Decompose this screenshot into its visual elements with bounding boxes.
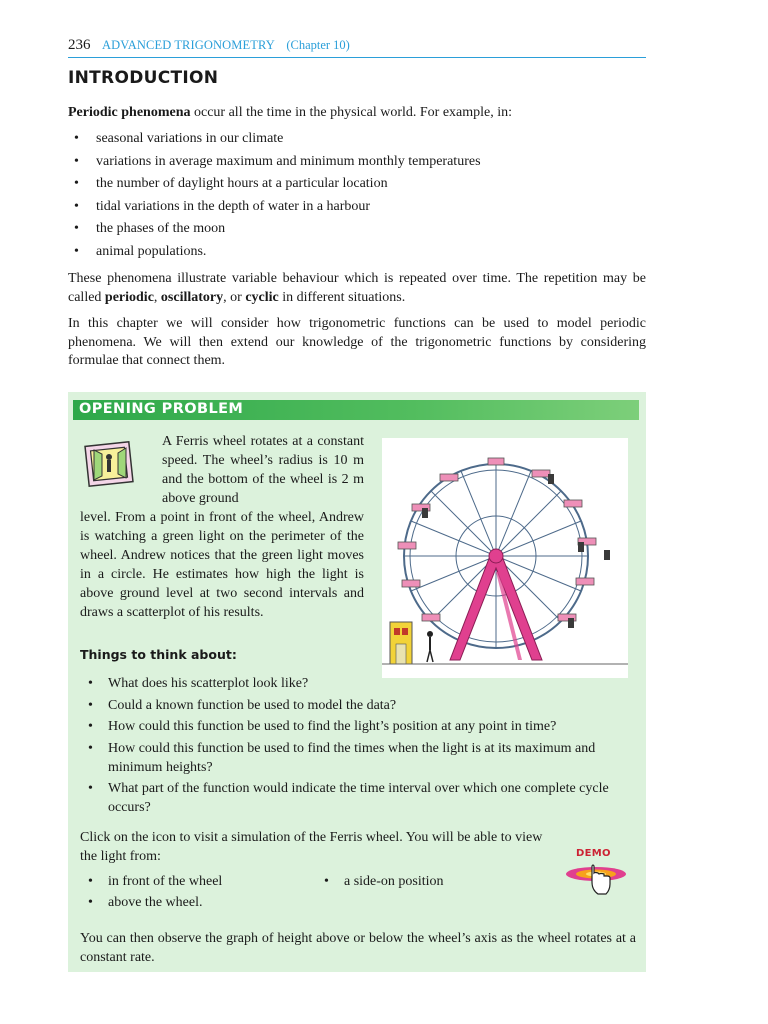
opening-text-top: A Ferris wheel rotates at a constant speed. The wheel’s radius is 10 m and the bottom of the wheel is 2 m above ground xyxy=(162,434,364,506)
question-list xyxy=(80,674,636,820)
list-item: • Could a known function be used to model the data? xyxy=(80,696,636,715)
demo-label: DEMO xyxy=(576,848,611,859)
view-options-list xyxy=(80,872,222,914)
para2-end: in different situations. xyxy=(278,289,406,305)
click-instruction: Click on the icon to visit a simulation of the Ferris wheel. You will be able to view the light from: xyxy=(80,830,543,864)
list-item: • in front of the wheel xyxy=(80,872,222,893)
things-to-think-heading: Things to think about: xyxy=(80,647,237,662)
chapter-overview-paragraph: In this chapter we will consider how trigonometric functions can be used to model periodic phenomena. We will then extend our knowledge of the trigonometric functions by considering formulae that connect them. xyxy=(68,316,646,368)
intro-lead-rest: occur all the time in the physical world. For example, in: xyxy=(190,105,513,120)
ferris-wheel-illustration xyxy=(382,438,628,678)
running-header xyxy=(68,37,646,58)
chapter-label: (Chapter 10) xyxy=(286,38,350,52)
list-item: • How could this function be used to find the times when the light is at its maximum and minimum heights? xyxy=(80,739,636,777)
book-title: ADVANCED TRIGONOMETRY xyxy=(102,38,275,52)
para2-sep: , or xyxy=(223,289,246,305)
intro-paragraph xyxy=(68,104,646,123)
opening-problem-header xyxy=(73,400,639,420)
list-item: • the number of daylight hours at a particular location xyxy=(68,175,481,198)
list-item: • What does his scatterplot look like? xyxy=(80,674,636,693)
para2-text: These phenomena illustrate variable behaviour which is repeated over time. The repetition may be called xyxy=(68,271,646,305)
list-item: • How could this function be used to find the light’s position at any point in time? xyxy=(80,717,636,736)
term-cyclic: cyclic xyxy=(245,289,279,305)
window-icon xyxy=(80,438,140,490)
list-item: • What part of the function would indicate the time interval over which one complete cycle occurs? xyxy=(80,779,636,817)
para2-sep: , xyxy=(153,289,161,305)
list-item: • above the wheel. xyxy=(80,893,222,914)
opening-text-rest: level. From a point in front of the wheel, Andrew is watching a green light on the perimeter of the wheel. Andrew notices that the green light moves in a circle. He estimates how high the light is above ground level at two second intervals and draws a scatterplot of his results. xyxy=(80,510,364,620)
repetition-paragraph xyxy=(68,270,646,307)
opening-problem-heading: OPENING PROBLEM xyxy=(79,401,244,417)
list-item: • a side-on position xyxy=(316,872,444,891)
term-oscillatory: oscillatory xyxy=(160,289,224,305)
intro-lead-bold: Periodic phenomena xyxy=(68,105,191,120)
pointing-hand-icon xyxy=(562,860,634,900)
list-item: • seasonal variations in our climate xyxy=(68,130,481,153)
list-item: • animal populations. xyxy=(68,243,481,266)
demo-button[interactable] xyxy=(562,848,634,900)
term-periodic: periodic xyxy=(104,289,154,305)
list-item: • variations in average maximum and minimum monthly temperatures xyxy=(68,153,481,176)
list-item: • tidal variations in the depth of water in a harbour xyxy=(68,198,481,221)
opening-problem-panel xyxy=(68,392,646,972)
list-item: • the phases of the moon xyxy=(68,220,481,243)
page-number: 236 xyxy=(68,37,91,53)
closing-paragraph: You can then observe the graph of height above or below the wheel’s axis as the wheel rotates at a constant rate. xyxy=(80,931,636,965)
phenomena-list xyxy=(68,130,481,265)
introduction-heading: INTRODUCTION xyxy=(68,68,219,88)
